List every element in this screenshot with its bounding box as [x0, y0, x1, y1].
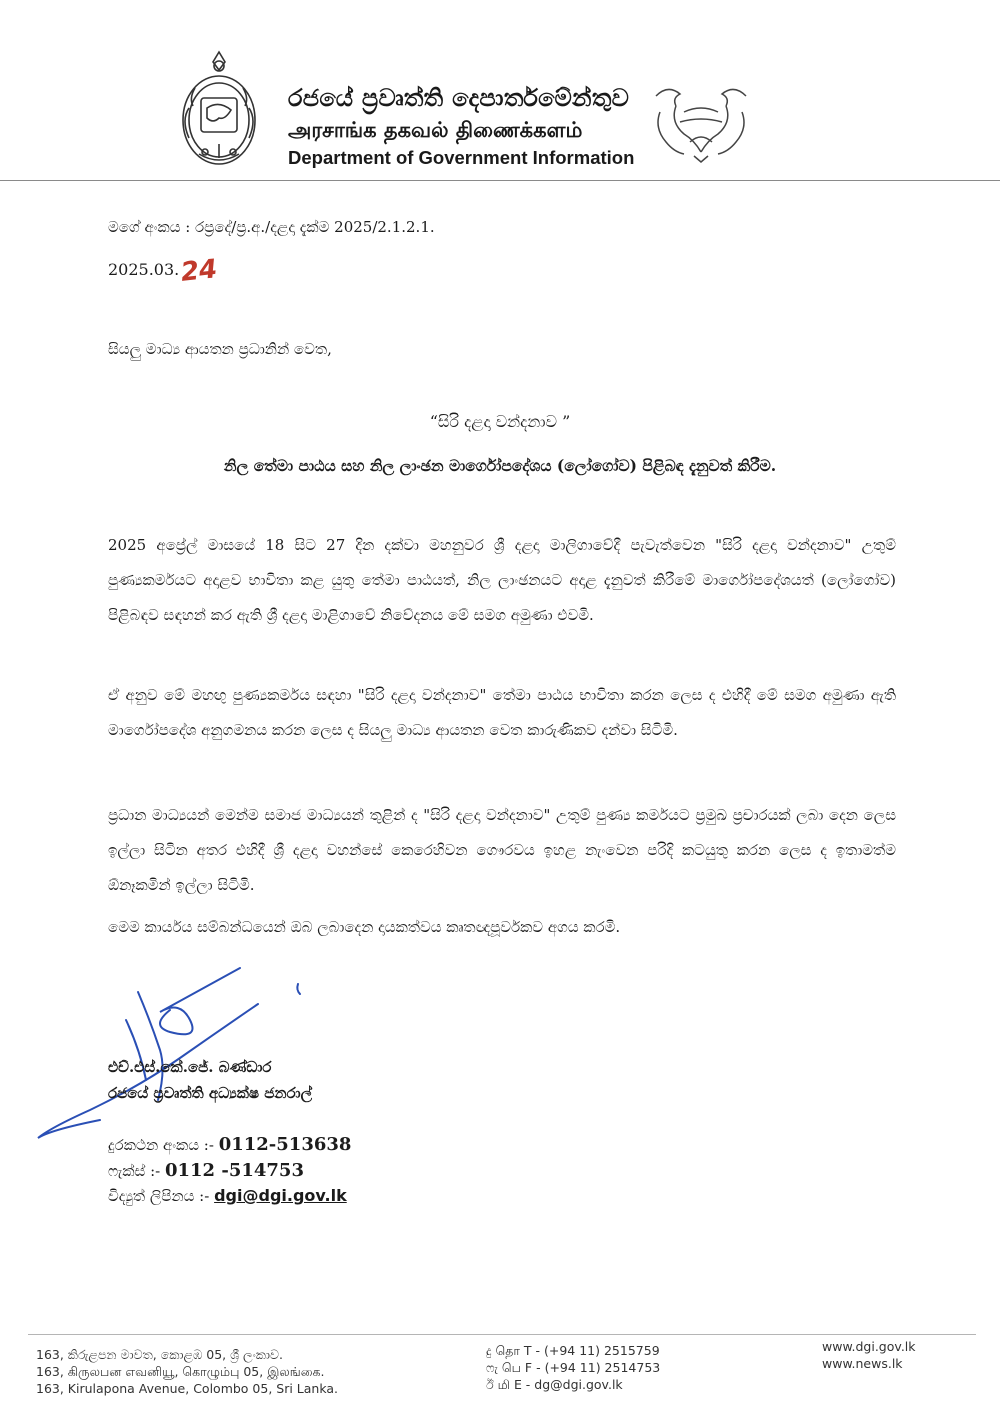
reference-number: මගේ අංකය : රප්‍රදේ/ප්‍ර.අ./දළදා දැක්ම 2025/2.1.2.1.	[108, 218, 435, 236]
email-line	[108, 1186, 347, 1205]
header-divider	[0, 180, 1000, 181]
fax-line	[108, 1160, 304, 1181]
addressee: සියලු මාධ්‍ය ආයතන ප්‍රධානින් වෙත,	[108, 340, 332, 358]
signatory-title: රජයේ ප්‍රවෘත්ති අධ්‍යක්ෂ ජනරාල්	[108, 1084, 313, 1102]
address-english: 163, Kirulapona Avenue, Colombo 05, Sri Lanka.	[36, 1381, 338, 1396]
website-link-dgi[interactable]: www.dgi.gov.lk	[822, 1339, 916, 1354]
address-sinhala: 163, කිරුළපන මාවත, කොළඹ 05, ශ්‍රී ලංකාව.	[36, 1347, 283, 1362]
footer-address	[36, 1346, 338, 1397]
department-name-sinhala: රජයේ ප්‍රවෘත්ති දෙපාර්තමේන්තුව	[288, 84, 630, 112]
date-handwritten: 24	[179, 254, 219, 288]
body-paragraph-3: ප්‍රධාන මාධ්‍යයන් මෙන්ම සමාජ මාධ්‍යයන් තුළින් ද "සිරි දළදා වන්දනාව" උතුම් පුණ්‍ය කර්මයට ප්‍රමුඛ ප්‍රචාරයක් ලබා දෙන ලෙස ඉල්ලා සිටින අතර එහිදී ශ්‍රී දළදා වහන්සේ කෙරෙහිවන ගෞරවය ඉහළ නැංවෙන පරිදි කටයුතු කරන ලෙස ද ඉතාමත්ම ඕනෑකමින් ඉල්ලා සිටිමි.	[108, 806, 896, 894]
footer-email[interactable]: ඊ மி E - dg@dgi.gov.lk	[486, 1377, 623, 1392]
email-link[interactable]: dgi@dgi.gov.lk	[214, 1186, 347, 1205]
letter-date	[108, 256, 217, 286]
handwritten-signature	[30, 960, 330, 1150]
subject-heading: නිල තේමා පාඨය සහ නිල ලාංඡන මාර්ගෝපදේශය (ලෝගෝව) පිළිබඳ දැනුවත් කිරීම.	[223, 456, 777, 475]
body-paragraph-2: ඒ අනුව මේ මහඟු පුණ්‍යකර්මය සඳහා "සිරි දළදා වන්දනාව" තේමා පාඨය භාවිතා කරන ලෙස ද එහිදී මේ සමග අමුණා ඇති මාර්ගෝපදේශ අනුගමනය කරන ලෙස ද සියලු මාධ්‍ය ආයතන වෙත කාරුණිකව දන්වා සිටිමි.	[108, 686, 896, 739]
address-tamil: 163, கிருலபன எவனியூ, கொழும்பு 05, இலங்கை.	[36, 1364, 325, 1379]
fax-number: 0112 -514753	[164, 1160, 304, 1181]
footer-divider	[28, 1334, 976, 1335]
department-name-tamil: அரசாங்க தகவல் திணைக்களம்	[288, 118, 583, 142]
department-name-english: Department of Government Information	[288, 147, 635, 168]
body-paragraph-4: මෙම කාර්යය සම්බන්ධයෙන් ඔබ ලබාදෙන දායකත්වය කෘතඥපූර්වකව අගය කරමි.	[108, 918, 621, 936]
signatory-name: එච්.එස්.කේ.ජේ. බණ්ඩාර	[108, 1058, 272, 1076]
footer-telephone: දු தொ T - (+94 11) 2515759	[486, 1343, 660, 1358]
footer-websites	[822, 1338, 916, 1372]
email-label: විද්‍යුත් ලිපිනය :-	[108, 1187, 210, 1205]
sri-lanka-emblem-icon	[175, 48, 263, 172]
footer-fax: ෆැ பெ F - (+94 11) 2514753	[486, 1360, 661, 1375]
footer-contacts	[486, 1342, 660, 1393]
phone-number: 0112-513638	[218, 1134, 352, 1155]
phone-line	[108, 1134, 351, 1155]
phone-label: දුරකථන අංකය :-	[108, 1136, 214, 1154]
subject-title: “සිරි දළදා වන්දනාව ”	[429, 412, 571, 431]
swan-flourish-icon	[650, 82, 752, 164]
website-link-news[interactable]: www.news.lk	[822, 1356, 903, 1371]
fax-label: ෆැක්ස් :-	[108, 1162, 161, 1180]
date-printed: 2025.03.	[108, 260, 180, 279]
body-paragraph-1: 2025 අප්‍රේල් මාසයේ 18 සිට 27 දින දක්වා මහනුවර ශ්‍රී දළදා මාලිගාවේදී පැවැත්වෙන "සිරි දළදා වන්දනාව" උතුම් පුණ්‍යකර්මයට අදාළව භාවිතා කළ යුතු තේමා පාඨයත්, නිල ලාංඡනයට අදාළ දැනුවත් කිරීමේ මාර්ගෝපදේශයත් (ලෝගෝව) පිළිබඳව සඳහන් කර ඇති ශ්‍රී දළදා මාළිගාවේ නිවේදනය මේ සමග අමුණා එවමි.	[108, 536, 896, 624]
